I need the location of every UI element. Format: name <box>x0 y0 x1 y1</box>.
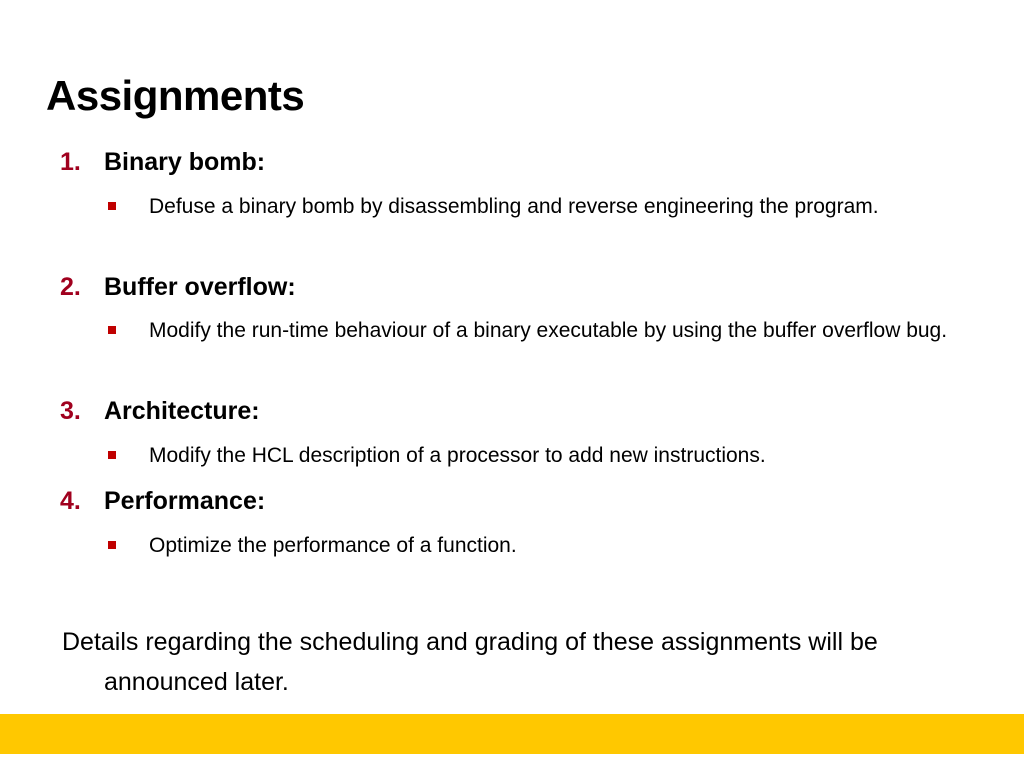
slide-title: Assignments <box>46 72 305 119</box>
bullet-text: Defuse a binary bomb by disassembling and reverse engineering the program. <box>149 195 879 218</box>
item-heading: Buffer overflow: <box>104 273 296 301</box>
assignment-bullet-4 <box>108 529 928 563</box>
bullet-text: Modify the HCL description of a processor to add new instructions. <box>149 444 766 467</box>
bullet-text: Optimize the performance of a function. <box>149 534 517 557</box>
footer-bar <box>0 714 1024 754</box>
assignment-item-3 <box>60 394 260 428</box>
item-number: 3. <box>60 397 81 425</box>
details-paragraph: Details regarding the scheduling and grading of these assignments will be announced later. <box>62 628 878 696</box>
item-heading: Performance: <box>104 487 266 515</box>
item-heading: Architecture: <box>104 397 260 425</box>
square-bullet-icon <box>108 451 116 459</box>
item-number: 1. <box>60 148 81 176</box>
assignment-item-2 <box>60 270 296 304</box>
assignment-item-4 <box>60 484 265 518</box>
bullet-text: Modify the run-time behaviour of a binary executable by using the buffer overflow bug. <box>149 319 948 342</box>
assignment-bullet-2 <box>108 314 948 382</box>
assignment-bullet-3 <box>108 439 928 473</box>
assignment-bullet-1 <box>108 190 928 258</box>
item-number: 2. <box>60 273 81 301</box>
item-number: 4. <box>60 487 81 515</box>
item-heading: Binary bomb: <box>104 148 266 176</box>
square-bullet-icon <box>108 541 116 549</box>
square-bullet-icon <box>108 326 116 334</box>
square-bullet-icon <box>108 202 116 210</box>
assignment-item-1 <box>60 145 265 179</box>
